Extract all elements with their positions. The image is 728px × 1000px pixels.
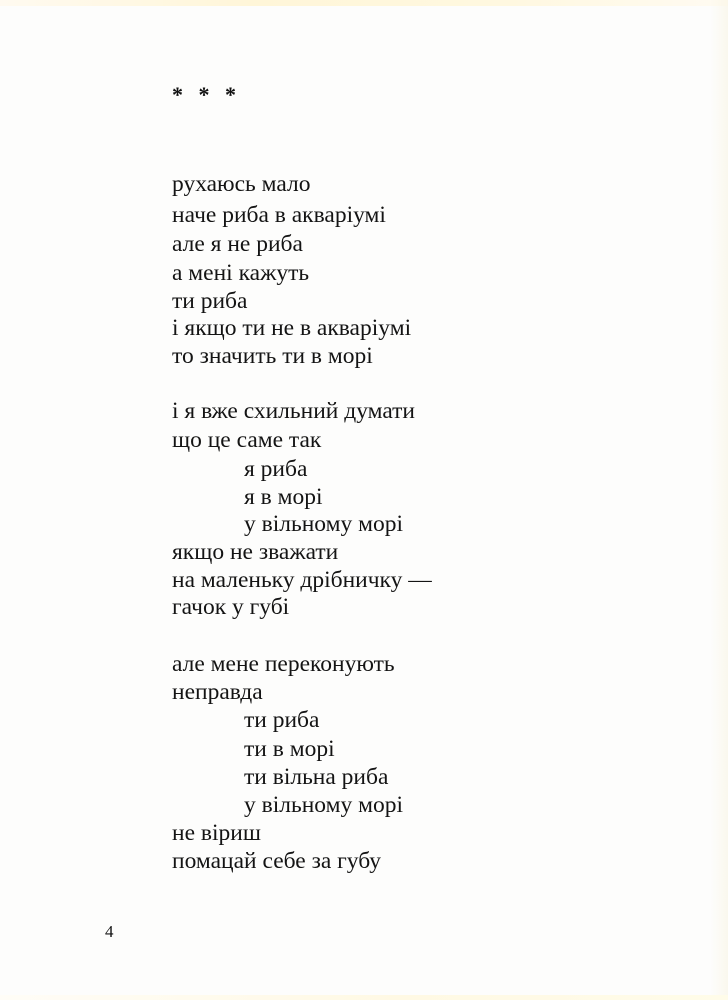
- poem-line: але мене переконують: [172, 651, 395, 677]
- page-right-edge: [710, 0, 728, 1000]
- poem-line: то значить ти в морі: [172, 343, 373, 369]
- poem-line: на маленьку дрібничку —: [172, 567, 432, 593]
- poem-line-indented: у вільному морі: [244, 511, 403, 537]
- poem-line-indented: ти в морі: [244, 736, 335, 762]
- poem-line: наче риба в акваріумі: [172, 202, 386, 228]
- poem-line: а мені кажуть: [172, 260, 310, 286]
- poem-line: і я вже схильний думати: [172, 398, 416, 424]
- poem-line: якщо не зважати: [172, 539, 339, 565]
- poem-line: помацай себе за губу: [172, 848, 382, 874]
- poem-line-indented: ти риба: [244, 707, 320, 733]
- poem-line-indented: ти вільна риба: [244, 764, 389, 790]
- poem-line-indented: у вільному морі: [244, 792, 403, 818]
- poem-line: ти риба: [172, 288, 248, 314]
- poem-line: гачок у губі: [172, 594, 290, 620]
- poem-line: не віриш: [172, 820, 261, 846]
- poem-line: але я не риба: [172, 231, 303, 257]
- poem-line: рухаюсь мало: [172, 171, 311, 197]
- poem-line: і якщо ти не в акваріумі: [172, 315, 412, 341]
- poem-line-indented: я в морі: [244, 484, 323, 510]
- poem-line: що це саме так: [172, 427, 322, 453]
- page-bottom-edge: [0, 995, 728, 1000]
- page-top-edge: [0, 0, 728, 6]
- section-separator: * * *: [172, 82, 241, 107]
- poem-line: неправда: [172, 679, 263, 705]
- page-number: 4: [105, 922, 114, 941]
- poem-line-indented: я риба: [244, 456, 308, 482]
